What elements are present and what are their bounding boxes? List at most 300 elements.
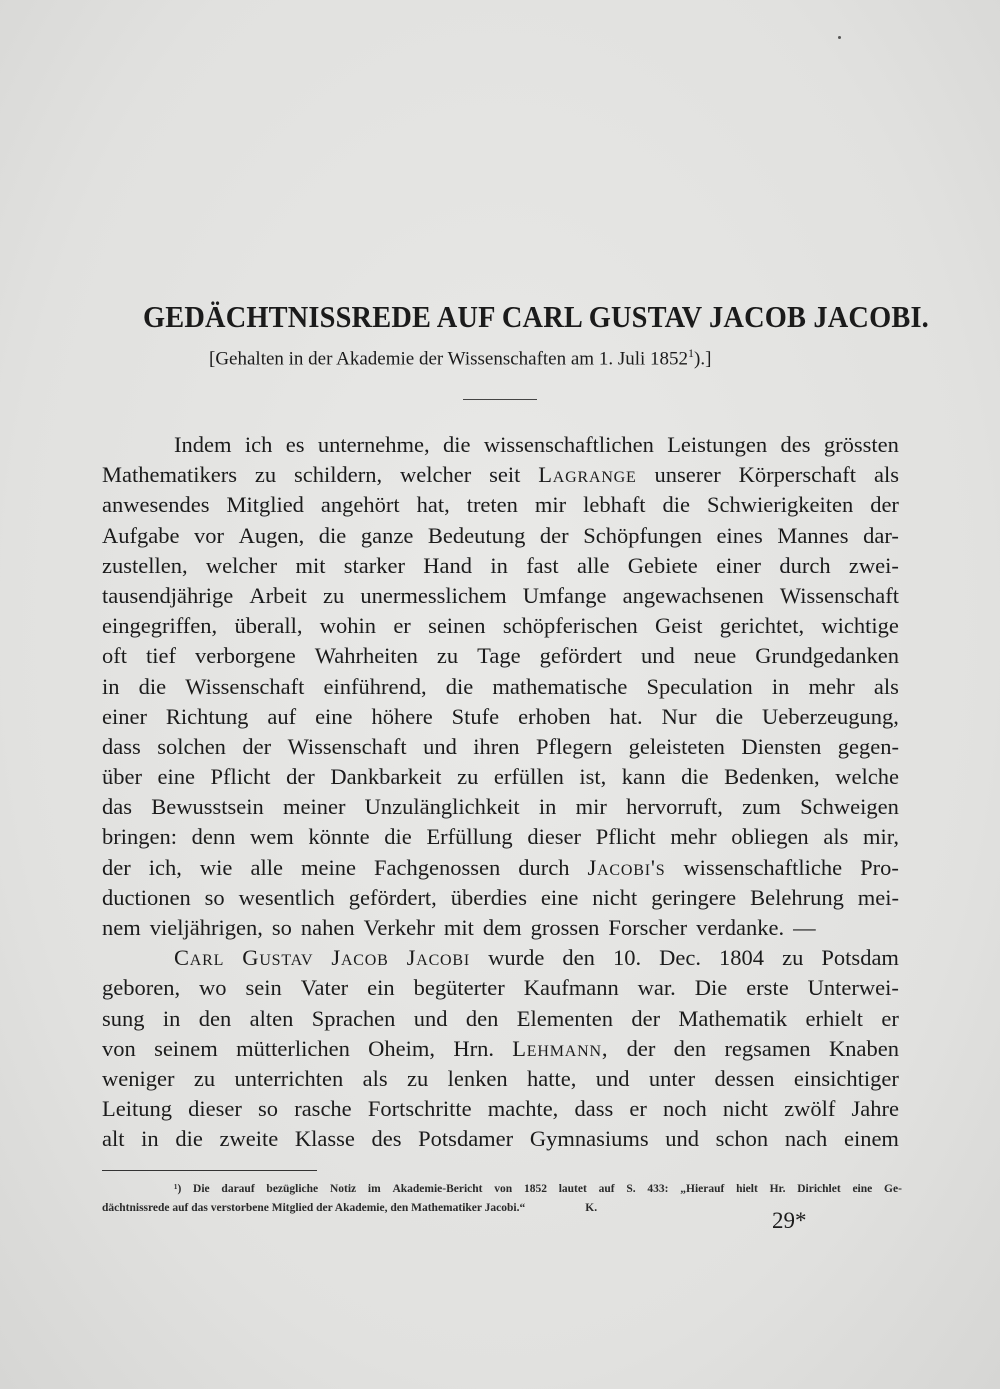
word: ein <box>367 975 395 1001</box>
scan-speck <box>838 36 841 39</box>
word: Erfüllung <box>426 824 513 850</box>
word: Potsdam <box>821 945 899 971</box>
word: vor <box>194 522 225 548</box>
word: eine <box>315 703 353 729</box>
word: in <box>490 552 508 578</box>
word: machte, <box>487 1096 559 1122</box>
word: Jacobi <box>406 945 471 971</box>
word: wem <box>250 824 294 850</box>
text-line <box>102 1034 899 1064</box>
word: die <box>662 492 691 518</box>
word: dass <box>574 1096 614 1122</box>
word: er <box>393 613 411 639</box>
word: Umfange <box>522 582 607 608</box>
word: einer <box>716 552 762 578</box>
word: als <box>873 673 899 699</box>
word: einer <box>102 703 147 729</box>
word: den <box>562 945 595 971</box>
word: nem <box>102 915 141 940</box>
word: dessen <box>714 1065 775 1091</box>
word: welche <box>835 764 899 790</box>
word: zum <box>742 794 781 820</box>
word: Verkehr <box>363 915 435 940</box>
text-line <box>102 943 899 973</box>
word: denn <box>191 824 236 850</box>
word: überall, <box>234 613 303 639</box>
word: zu <box>193 1065 216 1091</box>
word: der <box>539 522 569 548</box>
word: zu <box>436 643 459 669</box>
word: dem <box>482 915 522 940</box>
word: das <box>102 794 132 820</box>
text-line <box>102 883 899 913</box>
word: hervorruft, <box>626 794 723 820</box>
word: — <box>793 915 816 940</box>
word: meine <box>300 854 356 880</box>
text-line <box>102 822 899 852</box>
word: Fachgenossen <box>373 854 501 880</box>
text-line <box>102 973 899 1003</box>
word: Arbeit <box>249 582 307 608</box>
word: der <box>631 1005 661 1031</box>
subtitle-footnote-marker: 1 <box>688 346 695 360</box>
word: wissenschaftliche <box>683 854 843 880</box>
footnote-word: Ge- <box>884 1183 902 1195</box>
word: dieser <box>527 824 582 850</box>
word: unter <box>648 1065 696 1091</box>
word: Vater <box>300 975 349 1001</box>
word: grössten <box>823 432 899 457</box>
word: geboren, <box>102 975 181 1001</box>
title-divider <box>463 399 537 400</box>
word: obliegen <box>731 824 809 850</box>
word: dar- <box>863 522 899 548</box>
word: Indem <box>174 432 232 457</box>
word: er <box>881 1005 899 1031</box>
word: Die <box>694 975 728 1001</box>
word: Ueberzeugung, <box>762 703 899 729</box>
word: Sprachen <box>311 1005 396 1031</box>
word: in <box>102 673 120 699</box>
word: angehört <box>320 492 400 518</box>
word: Mathematik <box>678 1005 788 1031</box>
word: des <box>371 1126 402 1152</box>
footnote-word: Die <box>193 1183 210 1195</box>
word: einführend, <box>323 673 427 699</box>
word: Oheim, <box>368 1035 436 1061</box>
word: als <box>823 824 849 850</box>
word: der <box>626 1035 656 1061</box>
word: Leistungen <box>667 432 768 457</box>
word: bringen: <box>102 824 177 850</box>
word: überdies <box>450 884 527 910</box>
text-line <box>102 430 899 460</box>
word: den <box>465 1005 499 1031</box>
word: den <box>673 1035 707 1061</box>
word: Körperschaft <box>738 462 857 488</box>
word: alt <box>102 1126 125 1152</box>
word: ich <box>244 432 273 457</box>
word: tief <box>146 643 176 669</box>
word: in <box>162 1005 181 1031</box>
word: hat, <box>416 492 450 518</box>
word: des <box>780 432 811 457</box>
word: als <box>362 1065 388 1091</box>
word: Potsdamer <box>418 1126 514 1152</box>
word: welcher <box>400 462 472 488</box>
footnote-line-2-text: dächtnissrede auf das verstorbene Mitglied der Akademie, den Mathematiker Jacobi.“ <box>102 1202 526 1214</box>
word: alten <box>249 1005 294 1031</box>
word: erhielt <box>805 1005 863 1031</box>
text-line <box>102 521 899 551</box>
word: er <box>629 1096 647 1122</box>
word: Lehmann, <box>512 1035 609 1061</box>
word: so <box>204 884 225 910</box>
word: eines <box>716 522 763 548</box>
word: in <box>141 1126 159 1152</box>
word: erhoben <box>518 703 591 729</box>
footnote-line-1 <box>102 1180 902 1199</box>
word: die <box>443 432 471 457</box>
word: Gebiete <box>627 552 698 578</box>
word: alle <box>577 552 610 578</box>
word: mir <box>534 492 567 518</box>
text-line <box>102 1124 899 1154</box>
word: wichtige <box>821 613 899 639</box>
word: tausendjährige <box>102 582 234 608</box>
word: zu <box>254 462 277 488</box>
word: sung <box>102 1005 145 1031</box>
word: die <box>318 522 347 548</box>
word: Gymnasiums <box>529 1126 649 1152</box>
word: Lagrange <box>538 462 637 488</box>
word: dieser <box>188 1096 242 1122</box>
footnote-word: Hr. <box>769 1183 786 1195</box>
word: sein <box>245 975 282 1001</box>
word: schildern, <box>294 462 383 488</box>
word: Geist <box>655 613 703 639</box>
text-line <box>102 853 899 883</box>
word: Schöpfungen <box>583 522 702 548</box>
word: Dec. <box>659 945 701 971</box>
word: nahen <box>300 915 355 940</box>
word: unermesslichem <box>360 582 507 608</box>
word: durch <box>779 552 831 578</box>
text-line <box>102 551 899 581</box>
word: angewachsenen <box>622 582 764 608</box>
word: Jacob <box>331 945 389 971</box>
word: zwei- <box>848 552 899 578</box>
footnote-word: ¹) <box>174 1183 182 1195</box>
footnote-signature: K. <box>585 1202 598 1214</box>
word: Diensten <box>741 733 822 759</box>
word: Wissenschaft <box>185 673 305 699</box>
footnote-word: Notiz <box>329 1183 357 1195</box>
word: eingegriffen, <box>102 613 218 639</box>
word: der <box>870 492 899 518</box>
word: verborgene <box>194 643 296 669</box>
page-number: 29* <box>772 1208 807 1233</box>
word: geleisteten <box>628 733 725 759</box>
word: ductionen <box>102 884 191 910</box>
word: nicht <box>722 1096 768 1122</box>
word: begüterter <box>413 975 505 1001</box>
word: 1804 <box>719 945 765 971</box>
word: alle <box>250 854 283 880</box>
word: mehr <box>808 673 855 699</box>
word: unterrichten <box>234 1065 344 1091</box>
word: zu <box>782 945 804 971</box>
word: einem <box>843 1126 899 1152</box>
word: wurde <box>488 945 545 971</box>
word: Schweigen <box>800 794 899 820</box>
word: starker <box>343 552 405 578</box>
word: Pflicht <box>595 824 656 850</box>
word: schöpferischen <box>502 613 638 639</box>
word: die <box>445 673 474 699</box>
word: gefördert <box>539 643 623 669</box>
word: rasche <box>294 1096 352 1122</box>
word: in <box>538 794 557 820</box>
word: könnte <box>308 824 370 850</box>
word: die <box>681 764 709 790</box>
word: Bewusstsein <box>151 794 264 820</box>
word: zustellen, <box>102 552 188 578</box>
word: meiner <box>282 794 346 820</box>
footnote-word: „Hierauf <box>680 1183 725 1195</box>
word: Hrn. <box>453 1035 494 1061</box>
word: Elementen <box>516 1005 613 1031</box>
word: Hand <box>423 552 473 578</box>
word: eine <box>157 764 195 790</box>
word: wie <box>199 854 233 880</box>
word: lebhaft <box>583 492 646 518</box>
word: Nur <box>661 703 697 729</box>
subtitle <box>209 346 711 370</box>
word: wissenschaftlichen <box>483 432 654 457</box>
word: mei- <box>857 884 899 910</box>
word: regsamen <box>724 1035 811 1061</box>
word: dass <box>102 733 141 759</box>
word: vieljährigen, <box>149 915 263 940</box>
word: Belehrung <box>750 884 844 910</box>
word: ist, <box>579 764 607 790</box>
word: durch <box>518 854 570 880</box>
word: wesentlich <box>238 884 335 910</box>
footnote-word: lautet <box>558 1183 587 1195</box>
word: erste <box>746 975 789 1001</box>
word: Richtung <box>165 703 249 729</box>
footnote-divider <box>102 1170 317 1171</box>
word: ich, <box>148 854 182 880</box>
word: und <box>423 733 457 759</box>
word: Gustav <box>242 945 314 971</box>
word: mir <box>575 794 607 820</box>
word: die <box>175 1126 203 1152</box>
word: in <box>771 673 790 699</box>
word: gerichtet, <box>719 613 805 639</box>
footnote-word: S. <box>626 1183 636 1195</box>
word: Jahre <box>851 1096 899 1122</box>
word: Speculation <box>646 673 753 699</box>
footnote-word: Akademie-Bericht <box>392 1183 483 1195</box>
word: hat. <box>609 703 643 729</box>
word: Aufgabe <box>102 522 180 548</box>
word: Stufe <box>451 703 500 729</box>
text-line <box>102 581 899 611</box>
word: zu <box>457 764 479 790</box>
word: Bedeutung <box>427 522 526 548</box>
word: Carl <box>174 945 225 971</box>
word: die <box>384 824 412 850</box>
word: wohin <box>319 613 377 639</box>
word: seinem <box>154 1035 218 1061</box>
word: Pflicht <box>210 764 271 790</box>
word: Augen, <box>238 522 305 548</box>
word: auf <box>267 703 297 729</box>
footnote-word: hielt <box>736 1183 758 1195</box>
word: noch <box>663 1096 707 1122</box>
word: welcher <box>205 552 278 578</box>
word: und <box>665 1126 699 1152</box>
word: höhere <box>371 703 433 729</box>
word: so <box>258 1096 279 1122</box>
word: unternehme, <box>317 432 430 457</box>
word: erfüllen <box>493 764 564 790</box>
word: der <box>286 764 315 790</box>
word: treten <box>466 492 518 518</box>
word: Kaufmann <box>523 975 619 1001</box>
word: ihren <box>473 733 520 759</box>
word: grossen <box>530 915 600 940</box>
footnote-word: 433: <box>647 1183 669 1195</box>
word: der <box>242 733 272 759</box>
word: mir, <box>862 824 899 850</box>
word: anwesendes <box>102 492 210 518</box>
word: seinen <box>428 613 486 639</box>
word: neue <box>693 643 737 669</box>
footnote-word: darauf <box>221 1183 255 1195</box>
word: Mathematikers <box>102 462 237 488</box>
word: Leitung <box>102 1096 172 1122</box>
word: Wissenschaft <box>287 733 407 759</box>
text-line <box>102 913 899 943</box>
word: gefördert, <box>348 884 437 910</box>
word: der <box>102 854 131 880</box>
word: wo <box>199 975 227 1001</box>
word: Mannes <box>777 522 849 548</box>
word: zwölf <box>784 1096 836 1122</box>
footnote-word: Dirichlet <box>797 1183 841 1195</box>
word: hatte, <box>527 1065 577 1091</box>
word: kann <box>621 764 666 790</box>
word: fast <box>526 552 559 578</box>
word: zweite <box>219 1126 279 1152</box>
word: 10. <box>612 945 642 971</box>
page-title: GEDÄCHTNISSREDE AUF CARL GUSTAV JACOB JACOBI. <box>143 300 929 334</box>
word: so <box>271 915 292 940</box>
word: ganze <box>360 522 414 548</box>
word: geringere <box>651 884 737 910</box>
text-line <box>102 792 899 822</box>
text-line <box>102 611 899 641</box>
word: seit <box>489 462 521 488</box>
footnote-word: 1852 <box>523 1183 547 1195</box>
word: Grundgedanken <box>755 643 899 669</box>
text-line <box>102 1094 899 1124</box>
word: mathematische <box>492 673 628 699</box>
text-line <box>102 1064 899 1094</box>
word: schon <box>715 1126 769 1152</box>
text-line <box>102 762 899 792</box>
word: einsichtiger <box>793 1065 899 1091</box>
word: mit <box>443 915 474 940</box>
footnote-word: eine <box>852 1183 873 1195</box>
word: nicht <box>592 884 638 910</box>
word: Mitglied <box>226 492 304 518</box>
text-line <box>102 672 899 702</box>
word: nach <box>784 1126 828 1152</box>
word: und <box>641 643 675 669</box>
word: Tage <box>477 643 521 669</box>
body-text <box>102 430 899 1155</box>
word: Klasse <box>294 1126 355 1152</box>
word: Jacobi's <box>587 854 666 880</box>
word: eine <box>540 884 579 910</box>
text-line <box>102 460 899 490</box>
word: von <box>102 1035 136 1061</box>
word: oft <box>102 643 127 669</box>
word: und <box>413 1005 448 1031</box>
word: Schwierigkeiten <box>707 492 854 518</box>
word: über <box>102 764 142 790</box>
word: Wissenschaft <box>779 582 899 608</box>
text-line <box>102 641 899 671</box>
word: mit <box>295 552 326 578</box>
subtitle-close: ).] <box>694 348 712 370</box>
text-line <box>102 702 899 732</box>
word: Unterwei- <box>807 975 899 1001</box>
word: solchen <box>157 733 226 759</box>
word: verdanke. <box>696 915 785 940</box>
word: Forscher <box>608 915 688 940</box>
text-line <box>102 732 899 762</box>
text-line <box>102 1004 899 1034</box>
footnote-word: von <box>494 1183 513 1195</box>
word: Wahrheiten <box>314 643 418 669</box>
word: als <box>873 462 899 488</box>
text-line <box>102 490 899 520</box>
word: gegen- <box>837 733 899 759</box>
word: es <box>285 432 305 457</box>
word: und <box>595 1065 630 1091</box>
subtitle-text: [Gehalten in der Akademie der Wissenschaften am 1. Juli 1852 <box>209 348 689 370</box>
word: Fortschritte <box>367 1096 472 1122</box>
word: zu <box>406 1065 429 1091</box>
word: weniger <box>102 1065 175 1091</box>
word: Pflegern <box>535 733 613 759</box>
word: mehr <box>670 824 717 850</box>
word: unserer <box>654 462 721 488</box>
footnote-word: bezügliche <box>266 1183 319 1195</box>
word: mütterlichen <box>236 1035 350 1061</box>
word: die <box>138 673 167 699</box>
word: Dankbarkeit <box>330 764 442 790</box>
footnote-word: auf <box>598 1183 615 1195</box>
word: Unzulänglichkeit <box>364 794 520 820</box>
word: Pro- <box>860 854 899 880</box>
word: die <box>715 703 744 729</box>
